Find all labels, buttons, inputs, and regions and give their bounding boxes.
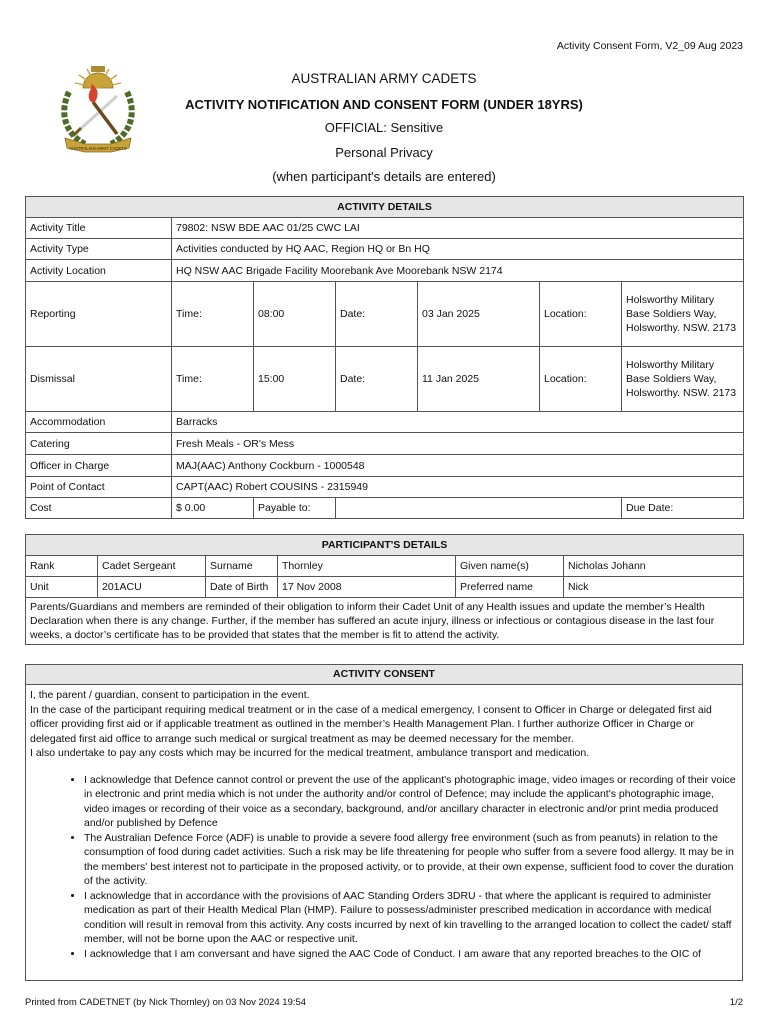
rank-value: Cadet Sergeant: [98, 556, 206, 577]
activity-type-label: Activity Type: [26, 239, 172, 260]
activity-location-value: HQ NSW AAC Brigade Facility Moorebank Ave Moorebank NSW 2174: [172, 260, 744, 282]
consent-paragraph: I, the parent / guardian, consent to participation in the event.: [30, 689, 310, 701]
consent-bullet: • I acknowledge that in accordance with the provisions of AAC Standing Orders 3DRU - that where the applicant is required to administer medication as part of their Health Medical Plan (HMP). Failure to possess/administer prescribed medication in accordance with medical condition will result in removal from this activity. Any costs incurred by next of kin travelling to the arranged location to collect the cadet/ staff member, will not be borne upon the AAC or respective unit.: [84, 889, 738, 947]
rank-label: Rank: [26, 556, 98, 577]
point-of-contact-label: Point of Contact: [26, 477, 172, 498]
reporting-time: 08:00: [254, 282, 336, 347]
officer-in-charge-value: MAJ(AAC) Anthony Cockburn - 1000548: [172, 455, 744, 477]
cost-value: $ 0.00: [172, 498, 254, 519]
form-version: Activity Consent Form, V2_09 Aug 2023: [556, 40, 743, 52]
reporting-date-label: Date:: [336, 282, 418, 347]
dismissal-location-label: Location:: [540, 347, 622, 412]
health-notice: Parents/Guardians and members are reminded of their obligation to inform their Cadet Unit of any Health issues and update the member’s Health Declaration when there is any change. Further, if the member has suffered an acute injury, illness or infectious or contagious disease in the last four weeks, a doctor’s certificate has to be provided that states that the member is fit to attend the activity.: [26, 598, 744, 645]
due-date-label: Due Date:: [622, 498, 744, 519]
preferred-name-value: Nick: [564, 577, 744, 598]
privacy-note: (when participant's details are entered): [272, 169, 496, 184]
preferred-name-label: Preferred name: [456, 577, 564, 598]
cost-label: Cost: [26, 498, 172, 519]
consent-body: [26, 685, 742, 961]
unit-label: Unit: [26, 577, 98, 598]
surname-value: Thornley: [278, 556, 456, 577]
consent-paragraph: I also undertake to pay any costs which may be incurred for the medical treatment, ambulance transport and medication.: [30, 747, 590, 759]
reporting-label: Reporting: [26, 282, 172, 347]
officer-in-charge-label: Officer in Charge: [26, 455, 172, 477]
dismissal-label: Dismissal: [26, 347, 172, 412]
svg-text:AUSTRALIAN ARMY CADETS: AUSTRALIAN ARMY CADETS: [69, 146, 127, 151]
consent-paragraph: In the case of the participant requiring medical treatment or in the case of a medical emergency, I consent to Officer in Charge or delegated first aid officer providing first aid or if applicable treatment as outlined in the member’s Health Management Plan. I further authorize Officer in Charge or delegated first aid office to arrange such medical or surgical treatment as may be deemed necessary for the member.: [30, 703, 712, 745]
reporting-time-label: Time:: [172, 282, 254, 347]
dismissal-date-label: Date:: [336, 347, 418, 412]
dismissal-date: 11 Jan 2025: [418, 347, 540, 412]
reporting-date: 03 Jan 2025: [418, 282, 540, 347]
participant-details-heading: PARTICIPANT'S DETAILS: [26, 535, 744, 556]
reporting-location: Holsworthy Military Base Soldiers Way, Holsworthy. NSW. 2173: [622, 282, 744, 347]
activity-consent-heading: ACTIVITY CONSENT: [26, 665, 742, 685]
activity-details-heading: ACTIVITY DETAILS: [26, 197, 744, 218]
consent-bullet-list: [30, 773, 738, 962]
activity-location-label: Activity Location: [26, 260, 172, 282]
catering-value: Fresh Meals - OR's Mess: [172, 433, 744, 455]
consent-bullet: • The Australian Defence Force (ADF) is unable to provide a severe food allergy free environment (such as from peanuts) in relation to the consumption of food during cadet activities. Such a risk may be life threatening for people who suffer from a severe food allergy. It may be in the members' best interest not to participate in the proposed activity, or to provide, at their own expense, sufficient food to cover the duration of the activity.: [84, 831, 738, 889]
print-footer: Printed from CADETNET (by Nick Thornley) on 03 Nov 2024 19:54: [25, 997, 307, 1008]
consent-bullet: • I acknowledge that Defence cannot control or prevent the use of the applicant's photographic image, video images or recording of their voice in electronic and print media which is not under the authority and/or control of Defence; may include the applicant's photographic image, video images or recording of their voice as a secondary, background, and/or ancillary character in electronic and/or print media produced and/or published by Defence: [84, 773, 738, 831]
privacy-label: Personal Privacy: [335, 145, 433, 160]
page-number: 1/2: [729, 997, 743, 1008]
participant-details-table: [25, 534, 744, 645]
activity-details-table: [25, 196, 744, 519]
given-names-value: Nicholas Johann: [564, 556, 744, 577]
reporting-location-label: Location:: [540, 282, 622, 347]
dob-value: 17 Nov 2008: [278, 577, 456, 598]
point-of-contact-value: CAPT(AAC) Robert COUSINS - 2315949: [172, 477, 744, 498]
unit-value: 201ACU: [98, 577, 206, 598]
accommodation-label: Accommodation: [26, 412, 172, 433]
payable-to-label: Payable to:: [254, 498, 336, 519]
dismissal-time: 15:00: [254, 347, 336, 412]
dob-label: Date of Birth: [206, 577, 278, 598]
payable-to-value: [336, 498, 622, 519]
activity-consent-section: [25, 664, 743, 981]
activity-title-value: 79802: NSW BDE AAC 01/25 CWC LAI: [172, 218, 744, 239]
form-title: ACTIVITY NOTIFICATION AND CONSENT FORM (UNDER 18YRS): [185, 97, 583, 112]
org-name: AUSTRALIAN ARMY CADETS: [291, 71, 477, 86]
dismissal-time-label: Time:: [172, 347, 254, 412]
classification: OFFICIAL: Sensitive: [324, 120, 444, 135]
activity-title-label: Activity Title: [26, 218, 172, 239]
activity-type-value: Activities conducted by HQ AAC, Region HQ or Bn HQ: [172, 239, 744, 260]
accommodation-value: Barracks: [172, 412, 744, 433]
surname-label: Surname: [206, 556, 278, 577]
given-names-label: Given name(s): [456, 556, 564, 577]
consent-bullet: • I acknowledge that I am conversant and have signed the AAC Code of Conduct. I am aware that any reported breaches to the OIC of: [84, 947, 738, 962]
catering-label: Catering: [26, 433, 172, 455]
dismissal-location: Holsworthy Military Base Soldiers Way, Holsworthy. NSW. 2173: [622, 347, 744, 412]
